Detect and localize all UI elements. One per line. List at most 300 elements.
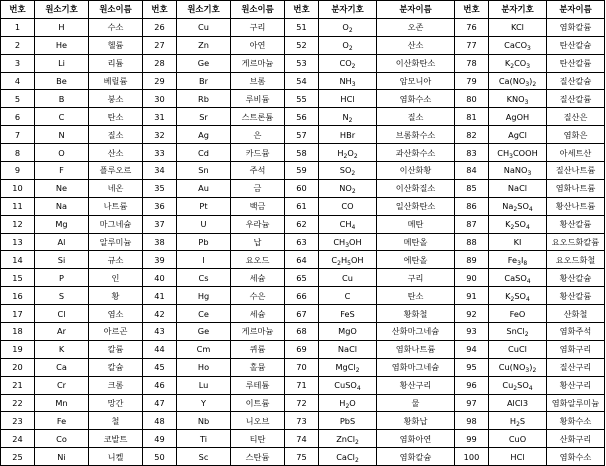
cell-name: 나트륨	[89, 197, 143, 215]
cell-name: 니켈	[89, 448, 143, 466]
cell-name: 염화수소	[547, 448, 605, 466]
cell-symbol: Zn	[177, 36, 231, 54]
table-row	[1, 394, 605, 412]
cell-symbol: P	[35, 269, 89, 287]
cell-name: 헬륨	[89, 36, 143, 54]
cell-name: 게르마늄	[231, 323, 285, 341]
cell-number: 30	[143, 90, 177, 108]
cell-name: 붕소	[89, 90, 143, 108]
cell-symbol: Pt	[177, 197, 231, 215]
cell-number: 62	[285, 215, 319, 233]
cell-symbol: N	[35, 126, 89, 144]
header-cell: 원소이름	[89, 1, 143, 19]
cell-symbol: Ti	[177, 430, 231, 448]
cell-number: 2	[1, 36, 35, 54]
cell-symbol: Ne	[35, 179, 89, 197]
cell-number: 69	[285, 340, 319, 358]
cell-number: 72	[285, 394, 319, 412]
cell-number: 39	[143, 251, 177, 269]
cell-symbol: Pb	[177, 233, 231, 251]
cell-number: 65	[285, 269, 319, 287]
cell-number: 74	[285, 430, 319, 448]
cell-formula: $O_2$	[319, 36, 377, 54]
cell-symbol: Lu	[177, 376, 231, 394]
cell-name: 요오드화칼륨	[547, 233, 605, 251]
cell-number: 55	[285, 90, 319, 108]
cell-name: 백금	[231, 197, 285, 215]
header-cell: 번호	[285, 1, 319, 19]
cell-name: 염화구리	[547, 340, 605, 358]
table-row	[1, 412, 605, 430]
table-row	[1, 72, 605, 90]
cell-symbol: F	[35, 162, 89, 180]
cell-formula: CaCl$_2$	[319, 448, 377, 466]
cell-number: 94	[455, 340, 489, 358]
cell-number: 17	[1, 305, 35, 323]
cell-name: 일산화탄소	[377, 197, 455, 215]
cell-name: 황산칼륨	[547, 287, 605, 305]
cell-name: 황산구리	[547, 376, 605, 394]
cell-number: 43	[143, 323, 177, 341]
table-row	[1, 448, 605, 466]
header-cell: 원소이름	[231, 1, 285, 19]
cell-name: 황산구리	[377, 376, 455, 394]
cell-formula: KCl	[489, 18, 547, 36]
cell-name: 오존	[377, 18, 455, 36]
cell-formula: C	[319, 287, 377, 305]
cell-name: 세슘	[231, 305, 285, 323]
cell-name: 구리	[377, 269, 455, 287]
cell-number: 23	[1, 412, 35, 430]
cell-number: 16	[1, 287, 35, 305]
cell-name: 아세트산	[547, 144, 605, 162]
cell-number: 83	[455, 144, 489, 162]
cell-number: 87	[455, 215, 489, 233]
table-row	[1, 179, 605, 197]
cell-symbol: Si	[35, 251, 89, 269]
cell-name: 염화은	[547, 126, 605, 144]
cell-number: 47	[143, 394, 177, 412]
cell-number: 93	[455, 323, 489, 341]
cell-formula: $Na_2SO_4$	[489, 197, 547, 215]
cell-number: 13	[1, 233, 35, 251]
cell-formula: $O_2$	[319, 18, 377, 36]
cell-name: 은	[231, 126, 285, 144]
cell-formula: CaCO$_3$	[489, 36, 547, 54]
cell-symbol: S	[35, 287, 89, 305]
cell-formula: MgCl$_2$	[319, 358, 377, 376]
cell-name: 우라늄	[231, 215, 285, 233]
cell-formula: $Ca(NO_3)_2$	[489, 72, 547, 90]
cell-name: 산화구리	[547, 430, 605, 448]
cell-symbol: Na	[35, 197, 89, 215]
cell-formula: FeS	[319, 305, 377, 323]
cell-formula: MgO	[319, 323, 377, 341]
cell-formula: $CH_3COOH$	[489, 144, 547, 162]
cell-name: 염화나트륨	[547, 179, 605, 197]
cell-formula: PbS	[319, 412, 377, 430]
cell-formula: HCl	[489, 448, 547, 466]
header-cell: 번호	[143, 1, 177, 19]
cell-number: 78	[455, 54, 489, 72]
cell-formula: $CH_3OH$	[319, 233, 377, 251]
cell-name: 염소	[89, 305, 143, 323]
cell-name: 산소	[377, 36, 455, 54]
cell-number: 98	[455, 412, 489, 430]
header-cell: 번호	[455, 1, 489, 19]
cell-number: 89	[455, 251, 489, 269]
cell-name: 수소	[89, 18, 143, 36]
cell-formula: CuO	[489, 430, 547, 448]
cell-name: 황화철	[377, 305, 455, 323]
cell-name: 황화납	[377, 412, 455, 430]
cell-number: 86	[455, 197, 489, 215]
cell-number: 15	[1, 269, 35, 287]
cell-symbol: U	[177, 215, 231, 233]
cell-name: 스탄듐	[231, 448, 285, 466]
cell-number: 18	[1, 323, 35, 341]
cell-formula: Cu	[319, 269, 377, 287]
cell-symbol: Sc	[177, 448, 231, 466]
cell-name: 이산화질소	[377, 179, 455, 197]
cell-name: 과산화수소	[377, 144, 455, 162]
cell-number: 26	[143, 18, 177, 36]
cell-name: 메탄	[377, 215, 455, 233]
cell-name: 물	[377, 394, 455, 412]
cell-name: 염화아연	[377, 430, 455, 448]
cell-symbol: Ce	[177, 305, 231, 323]
cell-formula: $H_2O$	[319, 394, 377, 412]
cell-number: 48	[143, 412, 177, 430]
cell-formula: ZnCl$_2$	[319, 430, 377, 448]
table-row	[1, 430, 605, 448]
cell-formula: $H_2S$	[489, 412, 547, 430]
cell-number: 37	[143, 215, 177, 233]
cell-number: 5	[1, 90, 35, 108]
cell-name: 망간	[89, 394, 143, 412]
cell-number: 58	[285, 144, 319, 162]
cell-number: 7	[1, 126, 35, 144]
header-cell: 분자기호	[319, 1, 377, 19]
cell-number: 21	[1, 376, 35, 394]
cell-number: 81	[455, 108, 489, 126]
cell-number: 11	[1, 197, 35, 215]
cell-name: 질소	[377, 108, 455, 126]
cell-symbol: K	[35, 340, 89, 358]
cell-symbol: B	[35, 90, 89, 108]
cell-symbol: Fe	[35, 412, 89, 430]
cell-number: 50	[143, 448, 177, 466]
table-row	[1, 144, 605, 162]
cell-name: 질산나트륨	[547, 162, 605, 180]
cell-formula: $CH_4$	[319, 215, 377, 233]
cell-number: 71	[285, 376, 319, 394]
cell-name: 퀴륨	[231, 340, 285, 358]
cell-symbol: Cs	[177, 269, 231, 287]
cell-number: 31	[143, 108, 177, 126]
cell-formula: AlCl3	[489, 394, 547, 412]
cell-number: 12	[1, 215, 35, 233]
cell-number: 100	[455, 448, 489, 466]
cell-formula: CuCl	[489, 340, 547, 358]
cell-formula: $NO_2$	[319, 179, 377, 197]
cell-number: 67	[285, 305, 319, 323]
cell-formula: NaCl	[489, 179, 547, 197]
cell-symbol: Au	[177, 179, 231, 197]
cell-number: 57	[285, 126, 319, 144]
cell-formula: $SO_2$	[319, 162, 377, 180]
cell-formula: AgCl	[489, 126, 547, 144]
cell-symbol: Mn	[35, 394, 89, 412]
cell-name: 황산칼륨	[547, 215, 605, 233]
cell-number: 1	[1, 18, 35, 36]
cell-name: 루비듐	[231, 90, 285, 108]
table-row	[1, 197, 605, 215]
header-cell: 분자이름	[377, 1, 455, 19]
cell-number: 66	[285, 287, 319, 305]
cell-symbol: Co	[35, 430, 89, 448]
cell-name: 이트륨	[231, 394, 285, 412]
cell-name: 염화마그네슘	[377, 358, 455, 376]
cell-name: 브롬화수소	[377, 126, 455, 144]
cell-name: 인	[89, 269, 143, 287]
cell-number: 91	[455, 287, 489, 305]
header-cell: 원소기호	[35, 1, 89, 19]
cell-symbol: Ho	[177, 358, 231, 376]
cell-number: 19	[1, 340, 35, 358]
cell-symbol: Be	[35, 72, 89, 90]
cell-symbol: Cd	[177, 144, 231, 162]
cell-name: 철	[89, 412, 143, 430]
cell-number: 70	[285, 358, 319, 376]
cell-name: 알루미늄	[89, 233, 143, 251]
cell-name: 금	[231, 179, 285, 197]
table-row	[1, 18, 605, 36]
cell-number: 8	[1, 144, 35, 162]
cell-number: 38	[143, 233, 177, 251]
header-cell: 원소기호	[177, 1, 231, 19]
cell-number: 14	[1, 251, 35, 269]
cell-name: 브롬	[231, 72, 285, 90]
cell-name: 마그네슘	[89, 215, 143, 233]
cell-formula: $Cu_2SO_4$	[489, 376, 547, 394]
cell-number: 3	[1, 54, 35, 72]
cell-formula: HBr	[319, 126, 377, 144]
cell-symbol: Nb	[177, 412, 231, 430]
cell-number: 28	[143, 54, 177, 72]
cell-symbol: O	[35, 144, 89, 162]
cell-number: 97	[455, 394, 489, 412]
cell-number: 44	[143, 340, 177, 358]
cell-name: 염화나트륨	[377, 340, 455, 358]
cell-name: 이산화탄소	[377, 54, 455, 72]
cell-number: 88	[455, 233, 489, 251]
cell-symbol: Ge	[177, 54, 231, 72]
cell-name: 황산나트륨	[547, 197, 605, 215]
cell-name: 규소	[89, 251, 143, 269]
cell-formula: CaSO$_4$	[489, 269, 547, 287]
cell-formula: $K_2SO_4$	[489, 287, 547, 305]
cell-number: 22	[1, 394, 35, 412]
cell-formula: SnCl$_2$	[489, 323, 547, 341]
cell-symbol: Br	[177, 72, 231, 90]
cell-symbol: Hg	[177, 287, 231, 305]
cell-number: 90	[455, 269, 489, 287]
cell-name: 산소	[89, 144, 143, 162]
cell-number: 95	[455, 358, 489, 376]
cell-symbol: He	[35, 36, 89, 54]
cell-name: 홀뮴	[231, 358, 285, 376]
cell-number: 45	[143, 358, 177, 376]
cell-name: 게르마늄	[231, 54, 285, 72]
cell-name: 칼슘	[89, 358, 143, 376]
cell-symbol: Mg	[35, 215, 89, 233]
cell-name: 베릴륨	[89, 72, 143, 90]
cell-name: 리튬	[89, 54, 143, 72]
cell-name: 카드뮴	[231, 144, 285, 162]
cell-name: 황산칼슘	[547, 269, 605, 287]
cell-name: 에탄올	[377, 251, 455, 269]
cell-name: 염화칼륨	[547, 18, 605, 36]
cell-formula: $NH_3$	[319, 72, 377, 90]
cell-number: 24	[1, 430, 35, 448]
cell-symbol: Sr	[177, 108, 231, 126]
header-cell: 번호	[1, 1, 35, 19]
table-row	[1, 340, 605, 358]
table-row	[1, 376, 605, 394]
cell-number: 54	[285, 72, 319, 90]
cell-symbol: Cu	[177, 18, 231, 36]
cell-name: 암모니아	[377, 72, 455, 90]
cell-name: 질산칼륨	[547, 90, 605, 108]
cell-number: 52	[285, 36, 319, 54]
cell-formula: AgOH	[489, 108, 547, 126]
cell-formula: $KNO_3$	[489, 90, 547, 108]
cell-name: 질산은	[547, 108, 605, 126]
cell-number: 51	[285, 18, 319, 36]
table-row	[1, 108, 605, 126]
cell-name: 염화주석	[547, 323, 605, 341]
table-row	[1, 358, 605, 376]
cell-number: 42	[143, 305, 177, 323]
cell-name: 산화철	[547, 305, 605, 323]
cell-name: 코발트	[89, 430, 143, 448]
cell-symbol: Al	[35, 233, 89, 251]
cell-number: 99	[455, 430, 489, 448]
header-row	[1, 1, 605, 19]
cell-symbol: I	[177, 251, 231, 269]
cell-name: 티탄	[231, 430, 285, 448]
cell-number: 49	[143, 430, 177, 448]
cell-number: 60	[285, 179, 319, 197]
cell-number: 27	[143, 36, 177, 54]
cell-number: 63	[285, 233, 319, 251]
cell-formula: $K_2CO_3$	[489, 54, 547, 72]
cell-number: 64	[285, 251, 319, 269]
cell-number: 6	[1, 108, 35, 126]
cell-name: 산화마그네슘	[377, 323, 455, 341]
cell-name: 납	[231, 233, 285, 251]
cell-number: 68	[285, 323, 319, 341]
cell-name: 니오브	[231, 412, 285, 430]
cell-number: 35	[143, 179, 177, 197]
cell-number: 20	[1, 358, 35, 376]
cell-name: 탄소	[377, 287, 455, 305]
cell-number: 10	[1, 179, 35, 197]
cell-number: 41	[143, 287, 177, 305]
cell-symbol: Cr	[35, 376, 89, 394]
cell-name: 탄산칼륨	[547, 54, 605, 72]
cell-number: 4	[1, 72, 35, 90]
cell-formula: HCl	[319, 90, 377, 108]
table-row	[1, 162, 605, 180]
cell-name: 질소	[89, 126, 143, 144]
cell-number: 25	[1, 448, 35, 466]
cell-name: 질산칼슘	[547, 72, 605, 90]
cell-name: 플루오르	[89, 162, 143, 180]
cell-formula: KI	[489, 233, 547, 251]
table-row	[1, 269, 605, 287]
cell-number: 40	[143, 269, 177, 287]
cell-number: 85	[455, 179, 489, 197]
cell-name: 스트론튬	[231, 108, 285, 126]
cell-symbol: Rb	[177, 90, 231, 108]
cell-number: 56	[285, 108, 319, 126]
cell-number: 96	[455, 376, 489, 394]
cell-symbol: Ni	[35, 448, 89, 466]
cell-number: 59	[285, 162, 319, 180]
cell-symbol: Cm	[177, 340, 231, 358]
cell-formula: CuSO$_4$	[319, 376, 377, 394]
cell-name: 요오드화철	[547, 251, 605, 269]
cell-symbol: Li	[35, 54, 89, 72]
cell-formula: $Fe_3I_8$	[489, 251, 547, 269]
cell-number: 29	[143, 72, 177, 90]
cell-symbol: C	[35, 108, 89, 126]
cell-number: 80	[455, 90, 489, 108]
cell-name: 아르곤	[89, 323, 143, 341]
table-row	[1, 233, 605, 251]
cell-number: 46	[143, 376, 177, 394]
cell-number: 33	[143, 144, 177, 162]
cell-number: 79	[455, 72, 489, 90]
cell-number: 73	[285, 412, 319, 430]
cell-symbol: Sn	[177, 162, 231, 180]
table-row	[1, 251, 605, 269]
cell-formula: CO	[319, 197, 377, 215]
table-row	[1, 90, 605, 108]
cell-number: 76	[455, 18, 489, 36]
table-row	[1, 323, 605, 341]
cell-formula: NaCl	[319, 340, 377, 358]
cell-name: 메탄올	[377, 233, 455, 251]
cell-number: 84	[455, 162, 489, 180]
header-cell: 분자이름	[547, 1, 605, 19]
cell-symbol: Y	[177, 394, 231, 412]
cell-symbol: Cl	[35, 305, 89, 323]
cell-symbol: H	[35, 18, 89, 36]
cell-number: 92	[455, 305, 489, 323]
cell-name: 염화칼슘	[377, 448, 455, 466]
cell-symbol: Ge	[177, 323, 231, 341]
header-cell: 분자기호	[489, 1, 547, 19]
cell-name: 크롬	[89, 376, 143, 394]
table-row	[1, 54, 605, 72]
cell-symbol: Ca	[35, 358, 89, 376]
cell-number: 9	[1, 162, 35, 180]
cell-formula: $K_2SO_4$	[489, 215, 547, 233]
cell-name: 세슘	[231, 269, 285, 287]
